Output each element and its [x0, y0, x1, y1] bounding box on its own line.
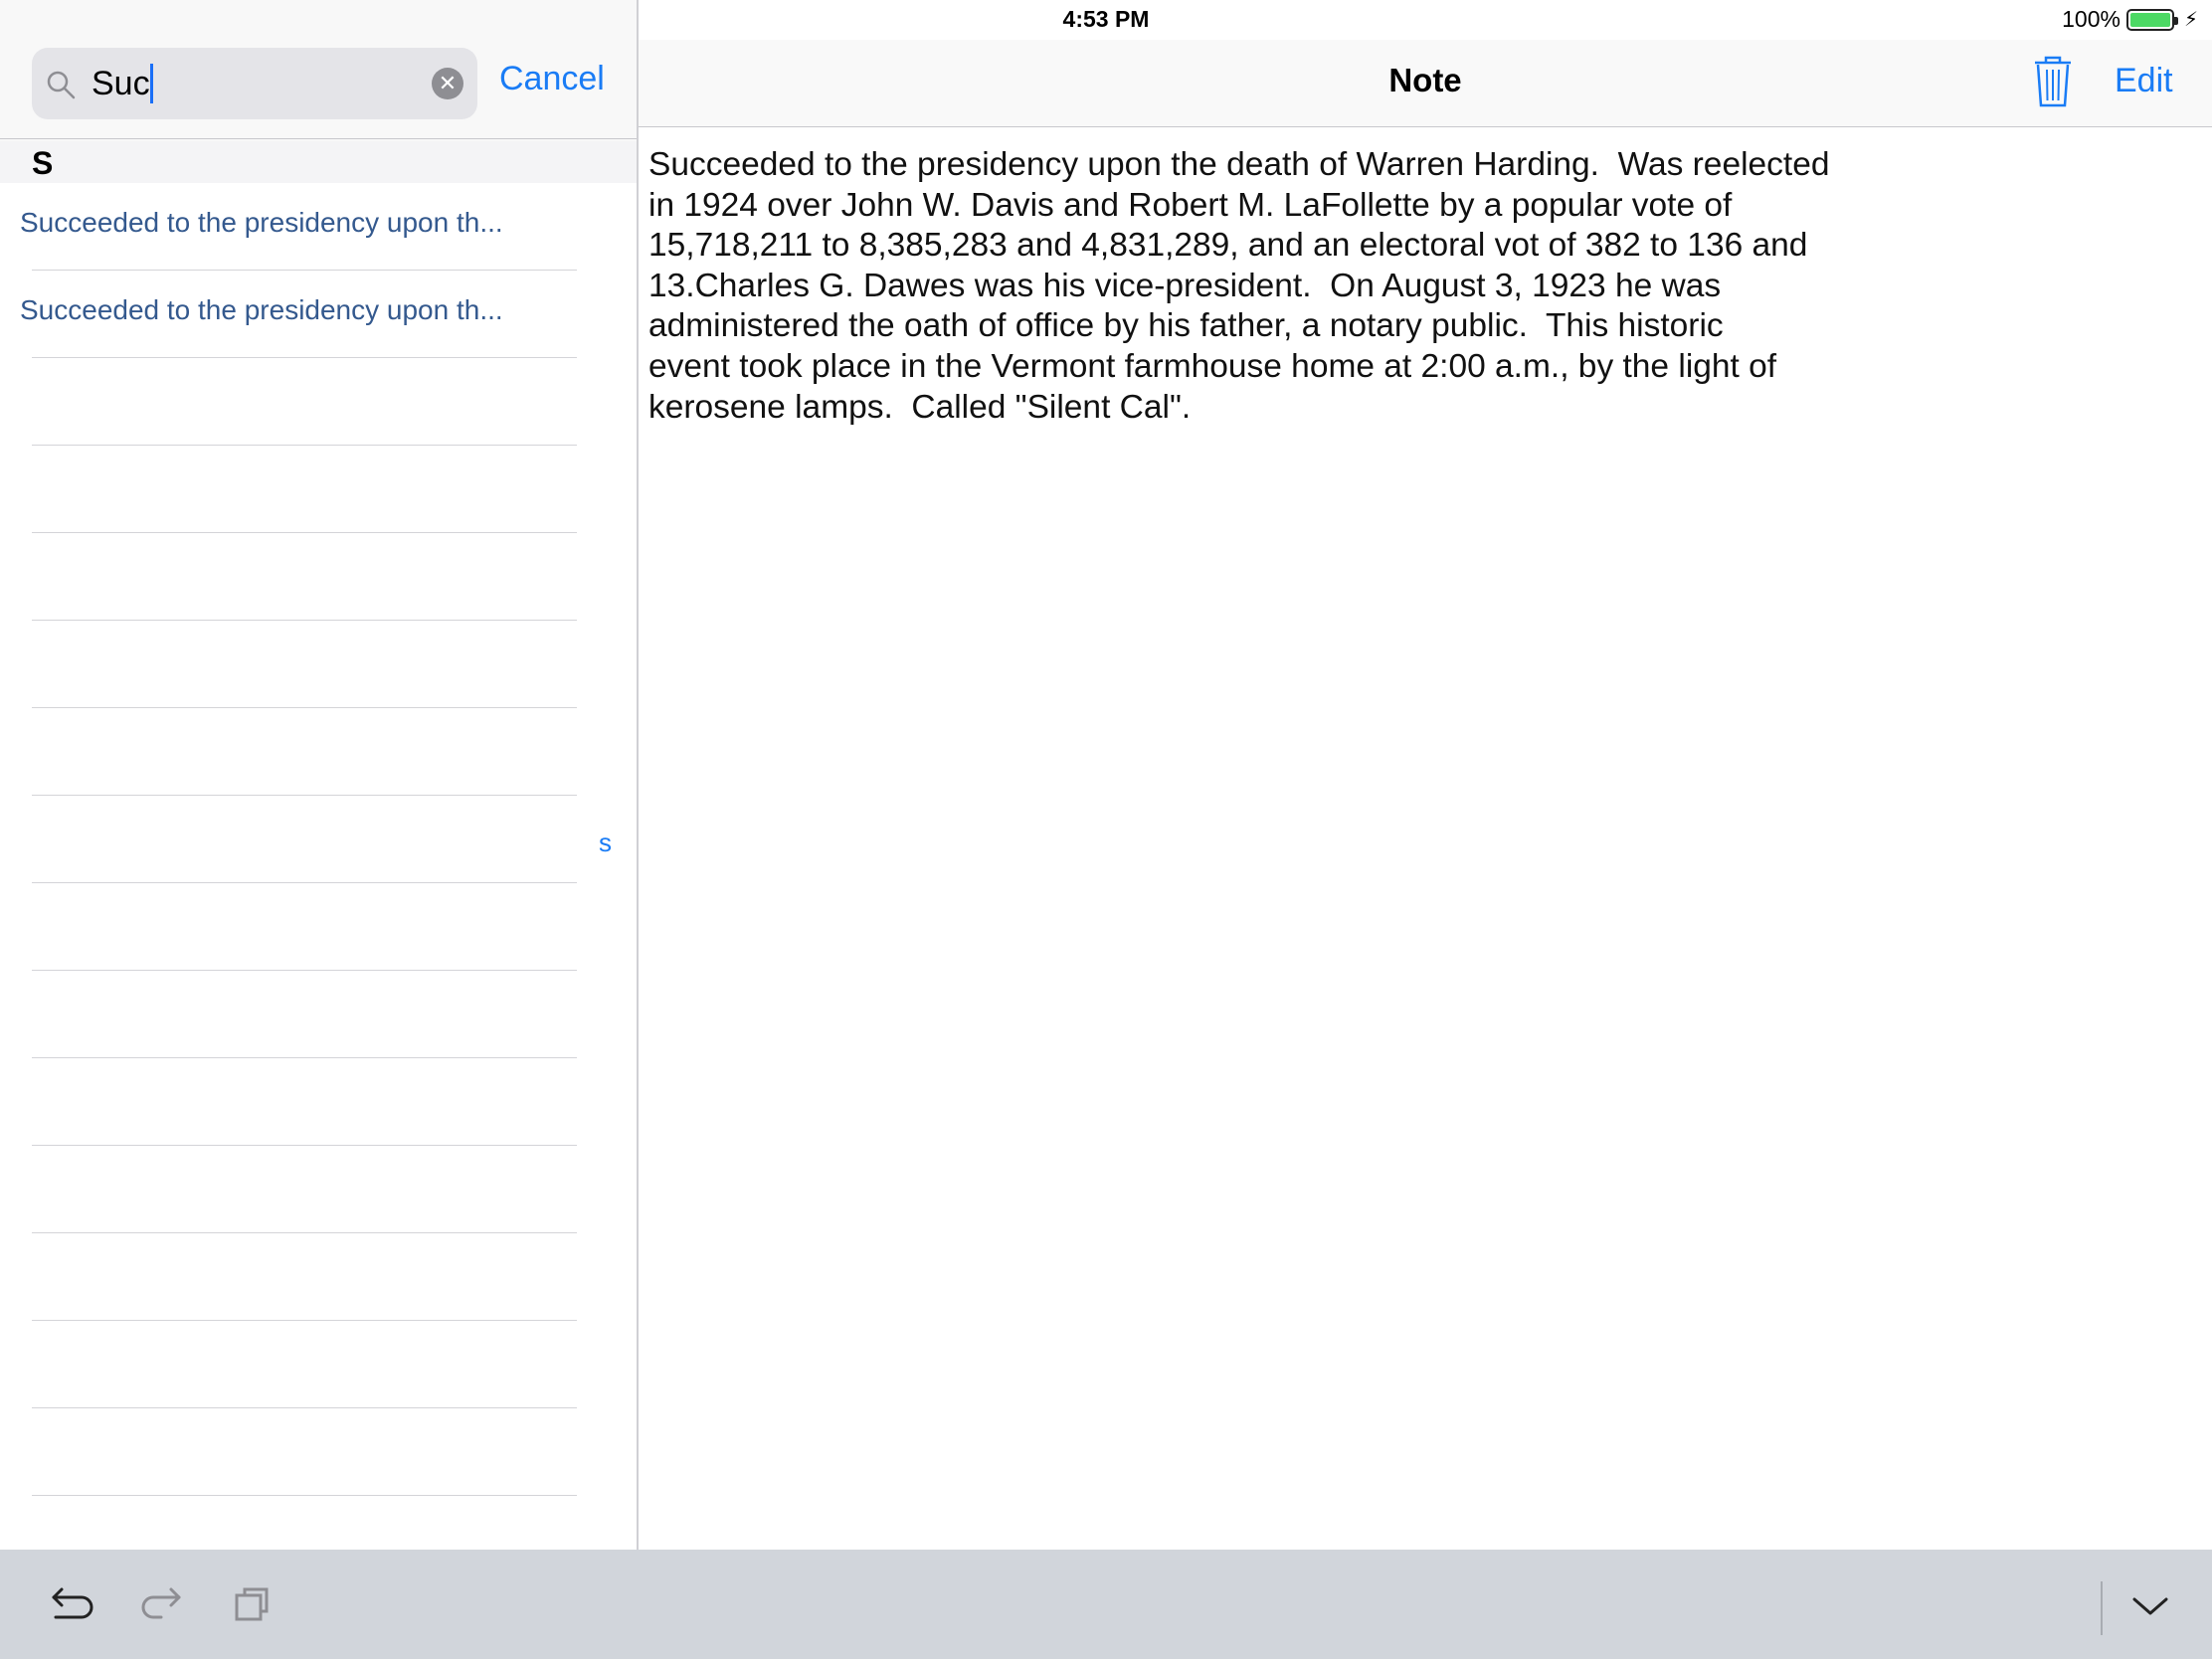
section-header-label: S: [32, 145, 54, 181]
paste-icon[interactable]: [229, 1579, 280, 1631]
battery-indicator: [2062, 6, 2198, 33]
search-input-value: Suc: [92, 65, 150, 102]
toolbar-separator: [2101, 1581, 2103, 1635]
row-separator: [32, 882, 577, 883]
note-text-view[interactable]: Succeeded to the presidency upon the death of Warren Harding. Was reelected in 1924 over John W. Davis and Robert M. LaFollette by a popular vote of 15,718,211 to 8,385,283 and 4,831,289, and an electoral vot of 382 to 136 and 13.Charles G. Dawes was his vice-president. On August 3, 1923 he was administered the oath of office by his father, a notary public. This historic event took place in the Vermont farmhouse home at 2:00 a.m., by the light of kerosene lamps. Called "Silent Cal".: [648, 146, 1830, 426]
row-separator: [32, 707, 577, 708]
undo-icon[interactable]: [44, 1579, 95, 1631]
row-separator: [32, 620, 577, 621]
list-item-label: Succeeded to the presidency upon th...: [20, 294, 503, 325]
row-separator: [32, 445, 577, 446]
edit-button[interactable]: Edit: [2115, 62, 2173, 99]
search-input[interactable]: [92, 60, 153, 107]
detail-nav-bar: [639, 40, 2212, 127]
list-item[interactable]: [0, 271, 637, 358]
charging-bolt-icon: ⚡: [2183, 9, 2198, 31]
row-separator: [32, 1145, 577, 1146]
cancel-button[interactable]: Cancel: [499, 60, 605, 97]
keyboard-shortcut-bar: [0, 1550, 2212, 1659]
battery-percent: 100%: [2062, 6, 2120, 32]
row-separator: [32, 1320, 577, 1321]
row-separator: [32, 357, 577, 358]
row-separator: [32, 795, 577, 796]
search-results-pane: [0, 0, 637, 1550]
battery-icon: [2126, 9, 2174, 31]
page-title: Note: [1388, 62, 1462, 98]
status-time: 4:53 PM: [1062, 6, 1150, 32]
dismiss-keyboard-icon[interactable]: [2124, 1579, 2176, 1631]
row-separator: [32, 1407, 577, 1408]
search-icon: [46, 70, 76, 99]
row-separator: [32, 532, 577, 533]
section-header: [0, 141, 637, 183]
row-separator: [32, 1057, 577, 1058]
section-index-letter[interactable]: s: [599, 828, 612, 857]
clear-search-icon[interactable]: ✕: [432, 68, 463, 99]
text-caret: [150, 64, 153, 103]
list-item[interactable]: [0, 183, 637, 271]
search-field[interactable]: [32, 48, 477, 119]
search-bar: [0, 40, 637, 139]
row-separator: [32, 1232, 577, 1233]
list-item-label: Succeeded to the presidency upon th...: [20, 207, 503, 238]
trash-icon[interactable]: [2033, 56, 2073, 107]
row-separator: [32, 970, 577, 971]
pane-divider[interactable]: [637, 0, 639, 1550]
row-separator: [32, 1495, 577, 1496]
redo-icon[interactable]: [137, 1579, 189, 1631]
row-separator: [32, 270, 577, 271]
